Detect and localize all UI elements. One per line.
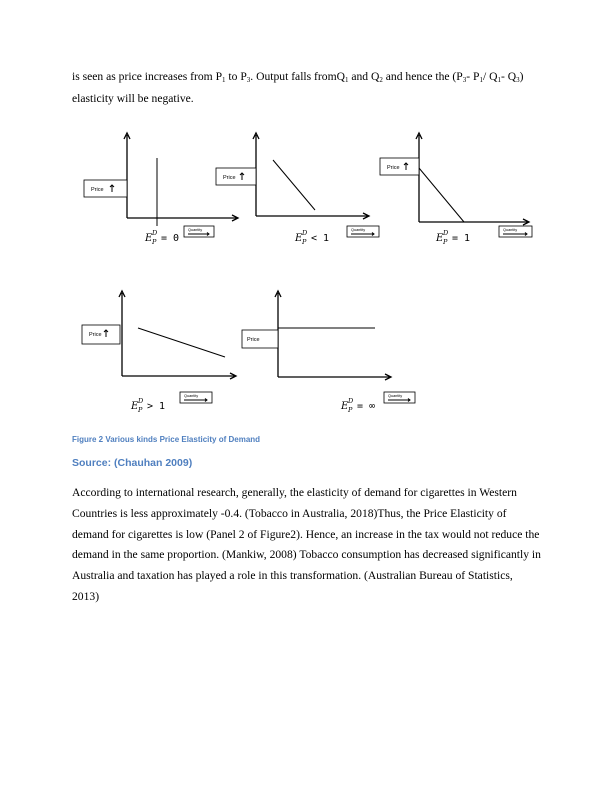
intro-text-8: - Q (500, 70, 517, 83)
quantity-label: Quantity (503, 228, 518, 232)
elasticity-symbol: E (436, 233, 444, 244)
figure-source: Source: (Chauhan 2009) (72, 457, 193, 469)
elasticity-symbol: E (145, 233, 153, 244)
demand-curve (138, 328, 225, 357)
demand-curve (273, 160, 315, 210)
elasticity-relation: > 1 (147, 401, 166, 412)
intro-sub-4: 2 (379, 76, 383, 84)
intro-text-2: to P (225, 70, 247, 83)
elasticity-superscript: D (138, 397, 144, 405)
quantity-label: Quantity (351, 228, 366, 232)
elasticity-superscript: D (302, 229, 308, 237)
elasticity-symbol: E (295, 233, 303, 244)
intro-text-6: - P (466, 70, 480, 83)
elasticity-superscript: D (443, 229, 449, 237)
price-label: Price (223, 175, 236, 181)
price-label: Price (387, 165, 400, 171)
intro-line-2: elasticity will be negative. (72, 91, 194, 105)
elasticity-relation: = ∞ (357, 401, 376, 412)
figure-caption: Figure 2 Various kinds Price Elasticity of Demand (72, 435, 261, 444)
demand-curve (419, 168, 464, 222)
intro-sub-5: 3 (462, 76, 467, 84)
elasticity-subscript: P (348, 406, 353, 414)
elasticity-symbol: E (341, 401, 349, 412)
intro-text-7: / Q (482, 70, 498, 83)
intro-text-9: ) (519, 70, 524, 83)
body-paragraph: According to international research, generally, the elasticity of demand for cigarettes in Western Countries is less approximately -0.4. (Tobacco in Australia, 2018)Thus, the Price Elasticity of demand for cigarettes is low (Panel 2 of Figure2). Hence, an increase in the tax would not reduce the demand in the same proportion. (Mankiw, 2008) Tobacco consumption has decreased significantly in Australia and taxation has played a role in this transformation. (Australian Bureau of Statistics, 2013) (72, 486, 541, 603)
elasticity-relation: = 0 (161, 233, 180, 244)
intro-sub-1: 1 (222, 76, 226, 84)
elasticity-relation: < 1 (311, 233, 330, 244)
elasticity-symbol: E (131, 401, 139, 412)
price-label: Price (91, 187, 104, 193)
intro-text-5: and hence the (P (382, 70, 463, 83)
elasticity-subscript: P (302, 238, 307, 246)
intro-sub-8: 3 (516, 76, 520, 84)
price-label: Price (247, 337, 260, 343)
figure-panel-2 (215, 130, 385, 245)
intro-sub-6: 1 (479, 76, 483, 84)
elasticity-subscript: P (152, 238, 157, 246)
intro-text-4: and Q (348, 70, 380, 83)
price-box (216, 168, 256, 185)
elasticity-superscript: D (152, 229, 158, 237)
intro-sub-2: 3 (246, 76, 251, 84)
quantity-label: Quantity (184, 394, 199, 398)
elasticity-subscript: P (138, 406, 143, 414)
quantity-label: Quantity (188, 228, 203, 232)
intro-sub-7: 1 (497, 76, 501, 84)
elasticity-superscript: D (348, 397, 354, 405)
elasticity-subscript: P (443, 238, 448, 246)
price-label: Price (89, 332, 102, 338)
figure-panel-4 (80, 290, 250, 415)
intro-sub-3: 1 (344, 76, 349, 84)
quantity-label: Quantity (388, 394, 403, 398)
intro-paragraph (72, 67, 542, 110)
figure-panel-5 (240, 290, 420, 415)
intro-text-3: . Output falls fromQ (250, 70, 345, 83)
intro-text-1: is seen as price increases from P (72, 70, 223, 83)
elasticity-relation: = 1 (452, 233, 471, 244)
figure-panel-3 (378, 130, 543, 245)
